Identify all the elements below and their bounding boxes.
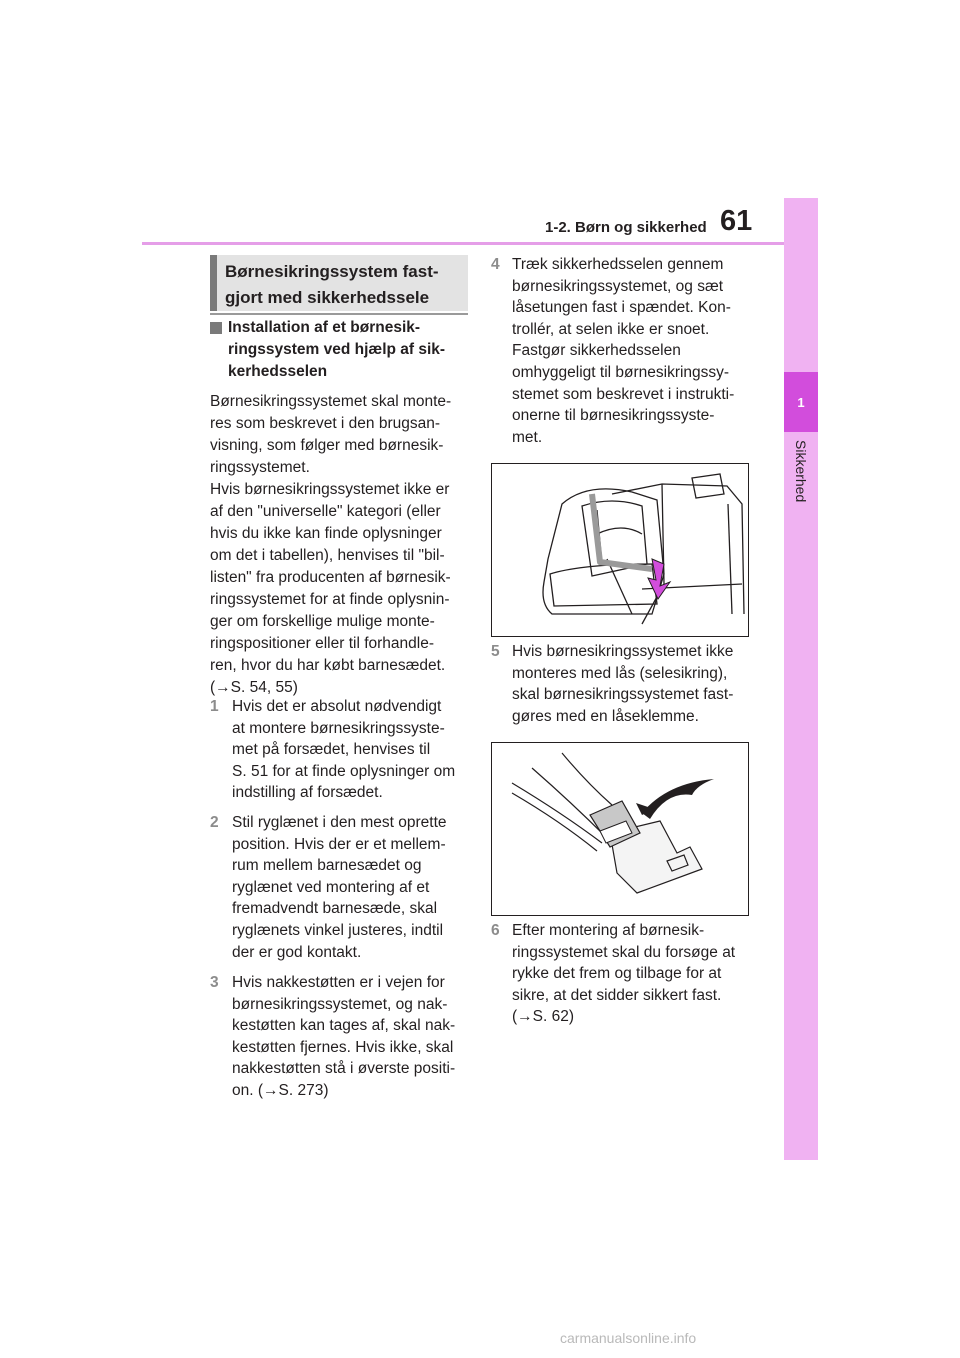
intro-line: visning, som følger med børnesik- [210,437,444,454]
step-text-line: ryglænet ved montering af et [232,878,430,896]
step-text-line: Efter montering af børnesik- [512,922,705,939]
step-text-line: Stil ryglænet i den mest oprette [232,814,447,831]
chapter-number-tab[interactable]: 1 [784,372,818,432]
watermark: carmanualsonline.info [560,1330,697,1346]
section-title: 1-2. Børn og sikkerhed [545,219,707,236]
step-text-line: rykke det frem og tilbage for at [512,965,722,983]
intro-line: ren, hvor du har købt barnesædet. [210,657,446,674]
intro-line: ringssystemet. [210,459,310,476]
step-text-line: skal børnesikringssystemet fast- [512,686,734,704]
step-text-line: indstilling af forsædet. [232,784,383,802]
intro-line: listen" fra producenten af børnesik- [210,569,451,586]
subheading-line-3: kerhedsselen [228,363,328,380]
side-tab-strip [784,198,818,1160]
step-text-line: omhyggeligt til børnesikringssy- [512,364,730,381]
figure-locking-clip [491,742,749,916]
step-text-line: at montere børnesikringssyste- [232,719,445,737]
step-text-line: met på forsædet, henvises til [232,741,431,759]
step-text-line: sikre, at det sidder sikkert fast. [512,986,722,1004]
page-number: 61 [720,205,753,237]
intro-line: om det i tabellen), henvises til "bil- [210,547,445,564]
step-text-line: ringssystemet skal du forsøge at [512,943,736,961]
step-text-line: Hvis børnesikringssystemet ikke [512,643,734,660]
step-text-line: gøres med en låseklemme. [512,707,699,725]
step-text-line: fremadvendt barnesæde, skal [232,900,438,918]
step-text-line: ryglænets vinkel justeres, indtil [232,922,444,939]
title-line-1: Børnesikringssystem fast- [225,262,439,281]
chapter-label [787,440,815,520]
intro-line: ger om forskellige mulige monte- [210,613,435,630]
figure-child-seat [491,463,749,637]
step-text-line: (→S. 62) [512,1008,575,1026]
step-number: 2 [210,814,219,831]
step-text-line: der er god kontakt. [232,943,362,961]
step-text-line: Træk sikkerhedsselen gennem [512,256,724,273]
step-text-line: børnesikringssystemet, og sæt [512,277,724,295]
step-number: 3 [210,974,219,991]
step-text-line: on. (→S. 273) [232,1082,329,1099]
step-text-line: trollér, at selen ikke er snoet. [512,320,710,338]
step-text-line: nakkestøtten stå i øverste positi- [232,1060,456,1078]
step-number: 5 [491,643,500,660]
step-text-line: monteres med lås (selesikring), [512,664,728,682]
bullet-square-icon [210,322,222,334]
section-title-box [210,255,468,311]
title-underline [210,313,468,315]
step-text-line: met. [512,428,543,446]
intro-line: (→S. 54, 55) [210,679,298,696]
step-text-line: S. 51 for at finde oplysninger om [232,762,456,780]
step-text-line: kestøtten kan tages af, skal nak- [232,1017,456,1035]
step-text-line: position. Hvis der er et mellem- [232,835,446,853]
step-number: 6 [491,922,500,939]
intro-line: res som beskrevet i den brugsan- [210,415,441,432]
locking-clip-illustration [492,743,748,915]
step-text-line: låsetungen fast i spændet. Kon- [512,299,731,317]
step-text-line: kestøtten fjernes. Hvis ikke, skal [232,1038,454,1056]
intro-line: Hvis børnesikringssystemet ikke er [210,481,450,498]
intro-line: Børnesikringssystemet skal monte- [210,393,452,410]
step-text-line: Fastgør sikkerhedsselen [512,342,681,360]
step-text-line: rum mellem barnesædet og [232,857,422,875]
step-text-line: børnesikringssystemet, og nak- [232,995,448,1013]
step-number: 1 [210,698,219,715]
subheading-line-2: ringssystem ved hjælp af sik- [228,341,446,358]
child-seat-illustration [492,464,748,636]
step-text-line: onerne til børnesikringssyste- [512,407,715,425]
subheading-line-1: Installation af et børnesik- [228,319,421,336]
step-number: 4 [491,256,500,273]
step-text-line: Hvis nakkestøtten er i vejen for [232,974,445,991]
step-text-line: Hvis det er absolut nødvendigt [232,698,442,715]
title-line-2: gjort med sikkerhedssele [225,288,430,307]
step-text-line: stemet som beskrevet i instrukti- [512,385,735,403]
intro-line: ringspositioner eller til forhandle- [210,635,435,652]
intro-line: hvis du ikke kan finde oplysninger [210,525,442,542]
chapter-label-text: Sikkerhed [793,440,809,503]
intro-line: ringssystemet for at finde oplysnin- [210,591,450,608]
header-rule [142,242,784,245]
intro-line: af den "universelle" kategori (eller [210,503,441,520]
